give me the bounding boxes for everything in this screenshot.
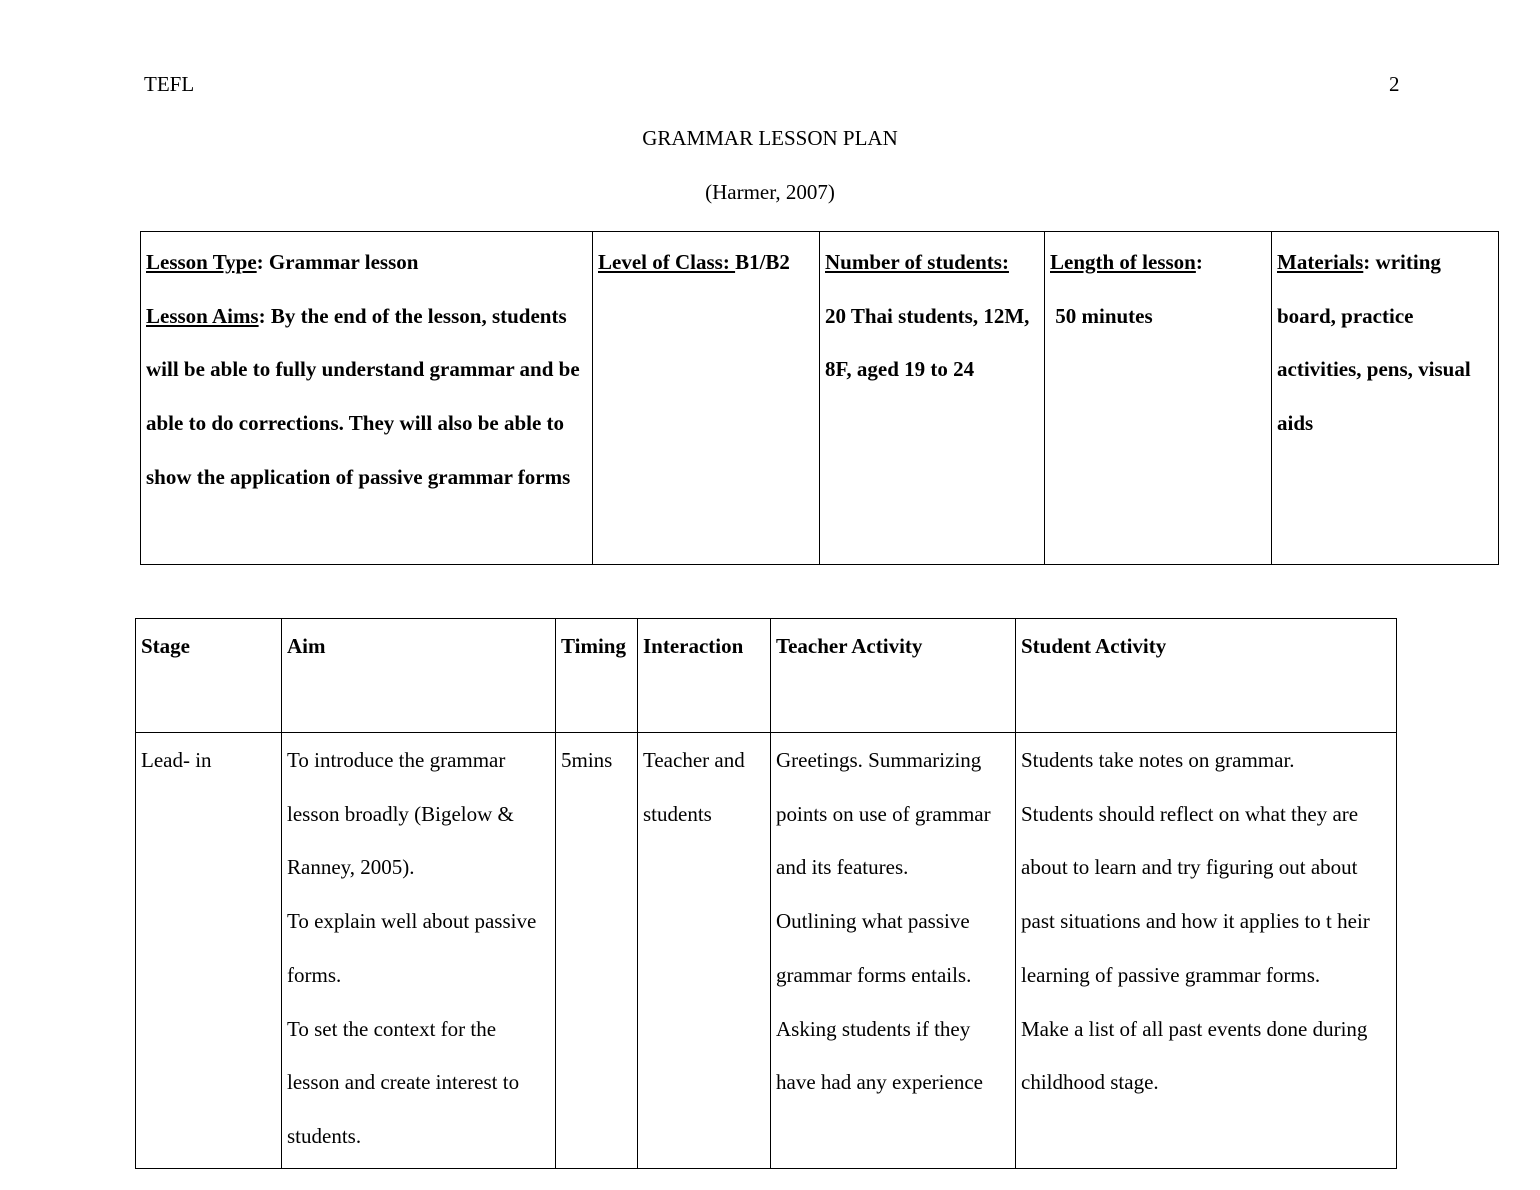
students-value: 20 Thai students, 12M, 8F, aged 19 to 24 [825,303,1030,382]
cell-student-activity [1016,733,1397,1169]
aim-item: To introduce the grammar lesson broadly (Bigelow & Ranney, 2005). [287,748,514,880]
header-student-activity: Student Activity [1016,619,1397,733]
page-subtitle: (Harmer, 2007) [705,180,835,204]
level-cell [593,232,820,565]
teacher-activity-item: Greetings. Summarizing points on use of grammar and its features. [776,748,991,880]
student-activity-item: Students take notes on grammar. [1021,748,1295,772]
table-header-row [136,619,1397,733]
lesson-type-label: Lesson Type [146,250,257,274]
level-label: Level of Class: [598,250,736,274]
students-cell [820,232,1045,565]
cell-stage: Lead- in [136,733,282,1169]
aim-item: To explain well about passive forms. [287,909,537,987]
materials-label: Materials [1277,250,1364,274]
level-value: B1/B2 [735,250,790,274]
aim-item: To set the context for the lesson and create interest to students. [287,1016,520,1148]
cell-teacher-activity [771,733,1016,1169]
length-colon: : [1195,250,1203,274]
header-teacher-activity: Teacher Activity [771,619,1016,733]
length-value: 50 minutes [1050,303,1153,328]
students-label: Number of students: [825,250,1009,274]
student-activity-item: Students should reflect on what they are about to learn and try figuring out about past situations and how it applies to t heir learning of passive grammar forms. [1021,801,1370,987]
length-label: Length of lesson [1050,250,1196,274]
cell-timing: 5mins [556,733,638,1169]
teacher-activity-item: Asking students if they have had any experience [776,1016,983,1095]
page-title: GRAMMAR LESSON PLAN [642,126,898,150]
materials-value: : writing board, practice activities, pens, visual aids [1277,250,1471,436]
header-stage: Stage [136,619,282,733]
page-number: 2 [1389,72,1400,96]
lesson-plan-table [135,618,1397,1169]
lesson-type-value: : Grammar lesson [256,250,419,274]
running-header: TEFL [144,72,195,96]
teacher-activity-item: Outlining what passive grammar forms entails. [776,909,972,987]
student-activity-item: Make a list of all past events done during childhood stage. [1021,1016,1368,1095]
lesson-type-cell [141,232,593,565]
materials-cell [1272,232,1499,565]
header-interaction: Interaction [638,619,771,733]
header-aim: Aim [282,619,556,733]
lesson-overview-table [140,231,1499,565]
lesson-aims-value: : By the end of the lesson, students will be able to fully understand grammar and be able to do corrections. They will also be able to show the application of passive grammar forms [146,303,580,489]
table-row [136,733,1397,1169]
cell-interaction: Teacher and students [638,733,771,1169]
cell-aim [282,733,556,1169]
header-timing: Timing [556,619,638,733]
length-cell [1045,232,1272,565]
lesson-aims-label: Lesson Aims [146,303,259,328]
